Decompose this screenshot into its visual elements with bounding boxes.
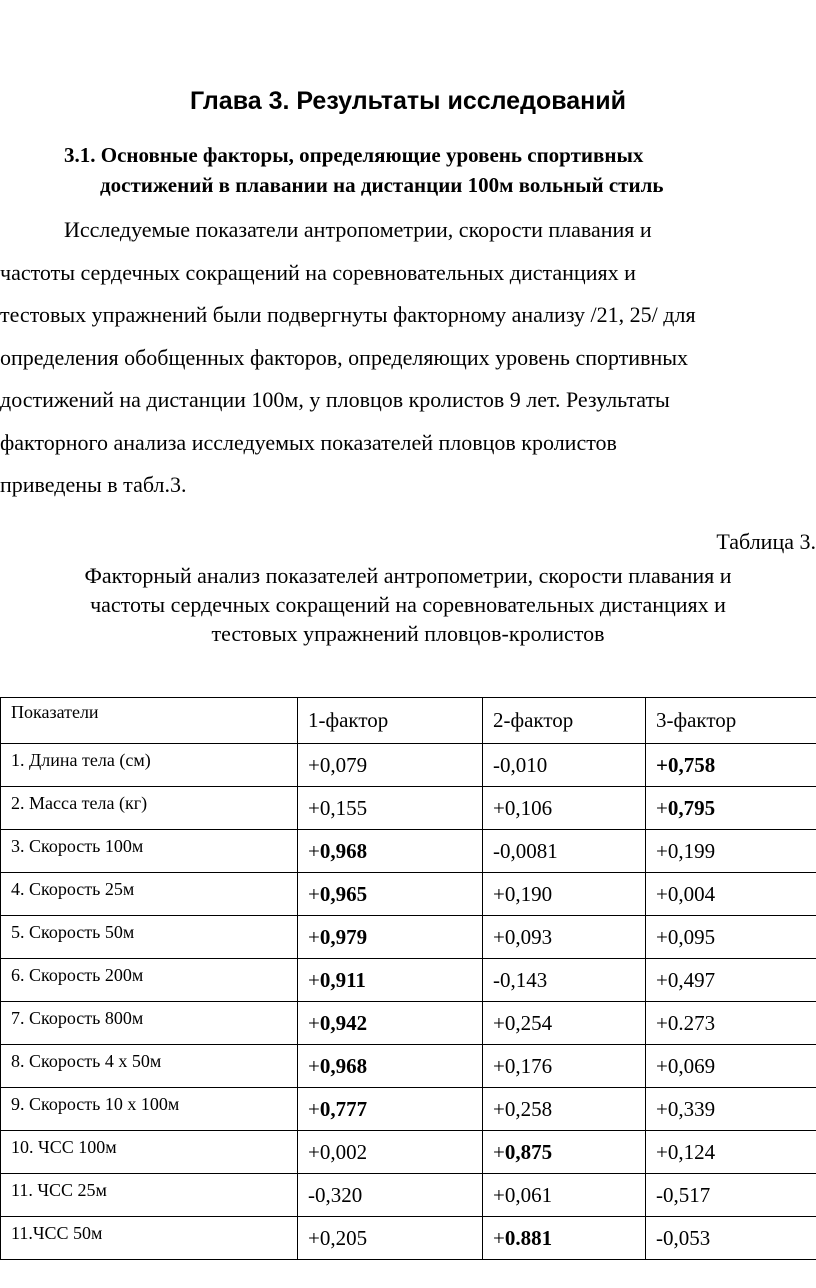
- factor-3-value: [646, 1131, 816, 1174]
- value-number: +0.273: [656, 1010, 716, 1035]
- value-number: +0,095: [656, 924, 716, 949]
- paragraph-line: достижений на дистанции 100м, у пловцов кролистов 9 лет. Результаты: [0, 387, 670, 412]
- row-label: 11.ЧСС 50м: [1, 1217, 298, 1260]
- paragraph-line: приведены в табл.3.: [0, 472, 187, 497]
- value-number-bold: 0,968: [319, 1053, 368, 1078]
- value-number: +0,079: [308, 752, 368, 777]
- value-number-bold: 0,875: [504, 1139, 553, 1164]
- table-row: [1, 787, 816, 830]
- value-number: +0,155: [308, 795, 368, 820]
- value-number-bold: 0,942: [319, 1010, 368, 1035]
- table-row: [1, 1131, 816, 1174]
- value-number: +0,205: [308, 1225, 368, 1250]
- value-number-bold: 0,777: [319, 1096, 368, 1121]
- paragraph-line: тестовых упражнений были подвергнуты факторному анализу /21, 25/ для: [0, 302, 696, 327]
- factor-2-value: [483, 873, 646, 916]
- value-number: +0,069: [656, 1053, 716, 1078]
- value-number: +0,106: [493, 795, 553, 820]
- factor-1-value: [298, 959, 483, 1002]
- row-label: 5. Скорость 50м: [1, 916, 298, 959]
- factor-3-value: [646, 959, 816, 1002]
- caption-line: Факторный анализ показателей антропометрии, скорости плавания и: [84, 563, 732, 588]
- factor-2-value: [483, 787, 646, 830]
- factor-2-value: [483, 916, 646, 959]
- factor-1-value: [298, 873, 483, 916]
- table-row: [1, 1045, 816, 1088]
- table-number-label: Таблица 3.: [716, 529, 816, 554]
- chapter-title: Глава 3. Результаты исследований: [189, 87, 627, 115]
- factor-1-value: [298, 1174, 483, 1217]
- factor-2-value: [483, 1045, 646, 1088]
- table-row: [1, 830, 816, 873]
- caption-line: частоты сердечных сокращений на соревновательных дистанциях и: [90, 592, 726, 617]
- value-number-bold: 0,911: [319, 967, 366, 992]
- paragraph-line: Исследуемые показатели антропометрии, скорости плавания и: [64, 217, 652, 242]
- value-number: +0,124: [656, 1139, 716, 1164]
- value-number-bold: 0,965: [319, 881, 368, 906]
- value-sign: +: [308, 924, 320, 949]
- value-sign: +: [656, 795, 668, 820]
- factor-2-value: [483, 1217, 646, 1260]
- value-number: -0,143: [493, 967, 548, 992]
- factor-3-value: [646, 1088, 816, 1131]
- value-number: +0,199: [656, 838, 716, 863]
- table-caption: [0, 561, 816, 648]
- value-sign: +: [308, 838, 320, 863]
- table-header-row: [1, 698, 816, 744]
- factor-3-value: [646, 1174, 816, 1217]
- value-number-bold: 0,968: [319, 838, 368, 863]
- table-row: [1, 916, 816, 959]
- factor-3-value: [646, 916, 816, 959]
- factor-3-value: [646, 830, 816, 873]
- factor-3-value: [646, 1002, 816, 1045]
- value-number: +0,061: [493, 1182, 553, 1207]
- row-label: 11. ЧСС 25м: [1, 1174, 298, 1217]
- row-label: 7. Скорость 800м: [1, 1002, 298, 1045]
- row-label: 2. Масса тела (кг): [1, 787, 298, 830]
- factor-1-value: [298, 916, 483, 959]
- header-factor-1: 1-фактор: [298, 698, 483, 744]
- value-number: -0,320: [308, 1182, 363, 1207]
- table-row: [1, 1002, 816, 1045]
- value-number: +0,258: [493, 1096, 553, 1121]
- value-number: -0,053: [656, 1225, 711, 1250]
- factor-3-value: [646, 873, 816, 916]
- section-title-line-2: достижений в плавании на дистанции 100м вольный стиль: [100, 173, 664, 197]
- factor-1-value: [298, 1088, 483, 1131]
- value-sign: +: [308, 1096, 320, 1121]
- paragraph-line: факторного анализа исследуемых показателей пловцов кролистов: [0, 429, 617, 455]
- row-label: 6. Скорость 200м: [1, 959, 298, 1002]
- factor-1-value: [298, 1131, 483, 1174]
- factor-2-value: [483, 1174, 646, 1217]
- value-sign: +: [308, 1053, 320, 1078]
- row-label: 8. Скорость 4 х 50м: [1, 1045, 298, 1088]
- factor-3-value: [646, 1217, 816, 1260]
- row-label: 9. Скорость 10 х 100м: [1, 1088, 298, 1131]
- header-factor-2: 2-фактор: [483, 698, 646, 744]
- table-row: [1, 1088, 816, 1131]
- header-indicators: Показатели: [1, 698, 298, 744]
- value-number: +0,339: [656, 1096, 716, 1121]
- value-number: -0,0081: [493, 838, 558, 863]
- value-number: +0,093: [493, 924, 553, 949]
- factor-2-value: [483, 1088, 646, 1131]
- value-number: +0,254: [493, 1010, 553, 1035]
- paragraph-line: определения обобщенных факторов, определяющих уровень спортивных: [0, 344, 689, 370]
- value-number: +0,176: [493, 1053, 553, 1078]
- factor-1-value: [298, 1217, 483, 1260]
- factor-2-value: [483, 959, 646, 1002]
- row-label: 1. Длина тела (см): [1, 744, 298, 787]
- factor-1-value: [298, 1002, 483, 1045]
- value-number: +0,004: [656, 881, 716, 906]
- value-number-bold: 0.881: [504, 1225, 553, 1250]
- factor-2-value: [483, 744, 646, 787]
- table-row: [1, 744, 816, 787]
- value-sign: +: [493, 1225, 505, 1250]
- factor-3-value: [646, 787, 816, 830]
- body-paragraph: [0, 209, 800, 507]
- value-sign: +: [308, 881, 320, 906]
- table-row: [1, 1217, 816, 1260]
- value-number: -0,517: [656, 1182, 711, 1207]
- row-label: 10. ЧСС 100м: [1, 1131, 298, 1174]
- factor-1-value: [298, 787, 483, 830]
- value-number-bold: 0,795: [667, 795, 716, 820]
- factor-analysis-table: [0, 697, 816, 1260]
- header-factor-3: 3-фактор: [646, 698, 816, 744]
- table-row: [1, 873, 816, 916]
- factor-1-value: [298, 830, 483, 873]
- factor-2-value: [483, 1131, 646, 1174]
- factor-3-value: [646, 1045, 816, 1088]
- value-number: +0,190: [493, 881, 553, 906]
- value-number: +0,002: [308, 1139, 368, 1164]
- section-title-line-1: 3.1. Основные факторы, определяющие уровень спортивных: [64, 143, 644, 167]
- paragraph-line: частоты сердечных сокращений на соревновательных дистанциях и: [0, 259, 636, 285]
- factor-1-value: [298, 744, 483, 787]
- value-number-bold: 0,979: [319, 924, 368, 949]
- factor-2-value: [483, 1002, 646, 1045]
- value-sign: +: [493, 1139, 505, 1164]
- row-label: 4. Скорость 25м: [1, 873, 298, 916]
- value-number: +0,497: [656, 967, 716, 992]
- factor-3-value: [646, 744, 816, 787]
- table-row: [1, 959, 816, 1002]
- value-sign: +: [308, 1010, 320, 1035]
- row-label: 3. Скорость 100м: [1, 830, 298, 873]
- value-sign: +: [308, 967, 320, 992]
- value-number-bold: +0,758: [656, 752, 716, 777]
- value-number: -0,010: [493, 752, 548, 777]
- factor-2-value: [483, 830, 646, 873]
- factor-1-value: [298, 1045, 483, 1088]
- caption-line: тестовых упражнений пловцов-кролистов: [211, 621, 605, 646]
- section-title: [64, 140, 784, 200]
- table-row: [1, 1174, 816, 1217]
